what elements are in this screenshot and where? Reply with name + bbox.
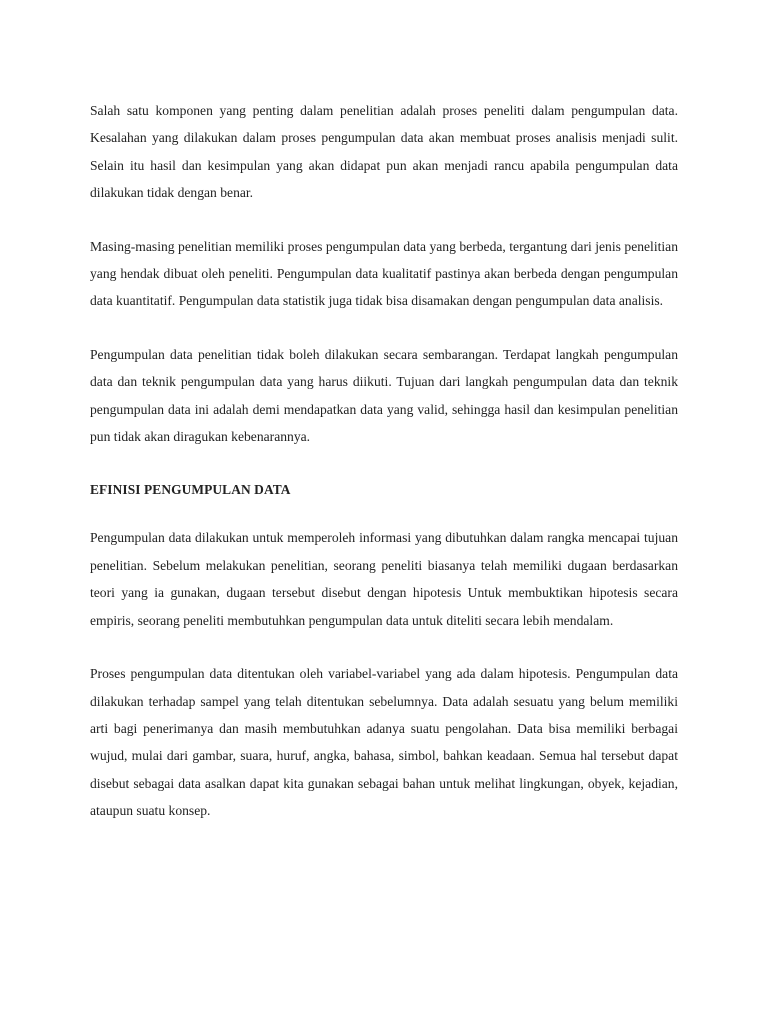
intro-paragraph-1: Salah satu komponen yang penting dalam penelitian adalah proses peneliti dalam pengumpulan data. Kesalahan yang dilakukan dalam proses pengumpulan data akan membuat proses analisis menjadi sulit. Selain itu hasil dan kesimpulan yang akan didapat pun akan menjadi rancu apabila pengumpulan data dilakukan tidak dengan benar. [90,103,678,201]
document-page [90,97,678,851]
section-paragraph-1: Pengumpulan data dilakukan untuk memperoleh informasi yang dibutuhkan dalam rangka mencapai tujuan penelitian. Sebelum melakukan penelitian, seorang peneliti biasanya telah memiliki dugaan berdasarkan teori yang ia gunakan, dugaan tersebut disebut dengan hipotesis Untuk membuktikan hipotesis secara empiris, seorang peneliti membutuhkan pengumpulan data untuk diteliti secara lebih mendalam. [90,530,678,628]
intro-paragraph-3: Pengumpulan data penelitian tidak boleh dilakukan secara sembarangan. Terdapat langkah pengumpulan data dan teknik pengumpulan data yang harus diikuti. Tujuan dari langkah pengumpulan data dan teknik pengumpulan data ini adalah demi mendapatkan data yang valid, sehingga hasil dan kesimpulan penelitian pun tidak akan diragukan kebenarannya. [90,346,678,445]
section-paragraph-2: Proses pengumpulan data ditentukan oleh variabel-variabel yang ada dalam hipotesis. Pengumpulan data dilakukan terhadap sampel yang telah ditentukan sebelumnya. Data adalah sesuatu yang belum memiliki arti bagi penerimanya dan masih membutuhkan adanya suatu pengolahan. Data bisa memiliki berbagai wujud, mulai dari gambar, suara, huruf, angka, bahasa, simbol, bahkan keadaan. Semua hal tersebut dapat disebut sebagai data asalkan dapat kita gunakan sebagai bahan untuk melihat lingkungan, obyek, kejadian, ataupun suatu konsep. [90,666,678,819]
intro-paragraph-2: Masing-masing penelitian memiliki proses pengumpulan data yang berbeda, tergantung dari jenis penelitian yang hendak dibuat oleh peneliti. Pengumpulan data kualitatif pastinya akan berbeda dengan pengumpulan data kuantitatif. Pengumpulan data statistik juga tidak bisa disamakan dengan pengumpulan data analisis. [90,238,678,309]
section-heading: EFINISI PENGUMPULAN DATA [90,482,291,498]
